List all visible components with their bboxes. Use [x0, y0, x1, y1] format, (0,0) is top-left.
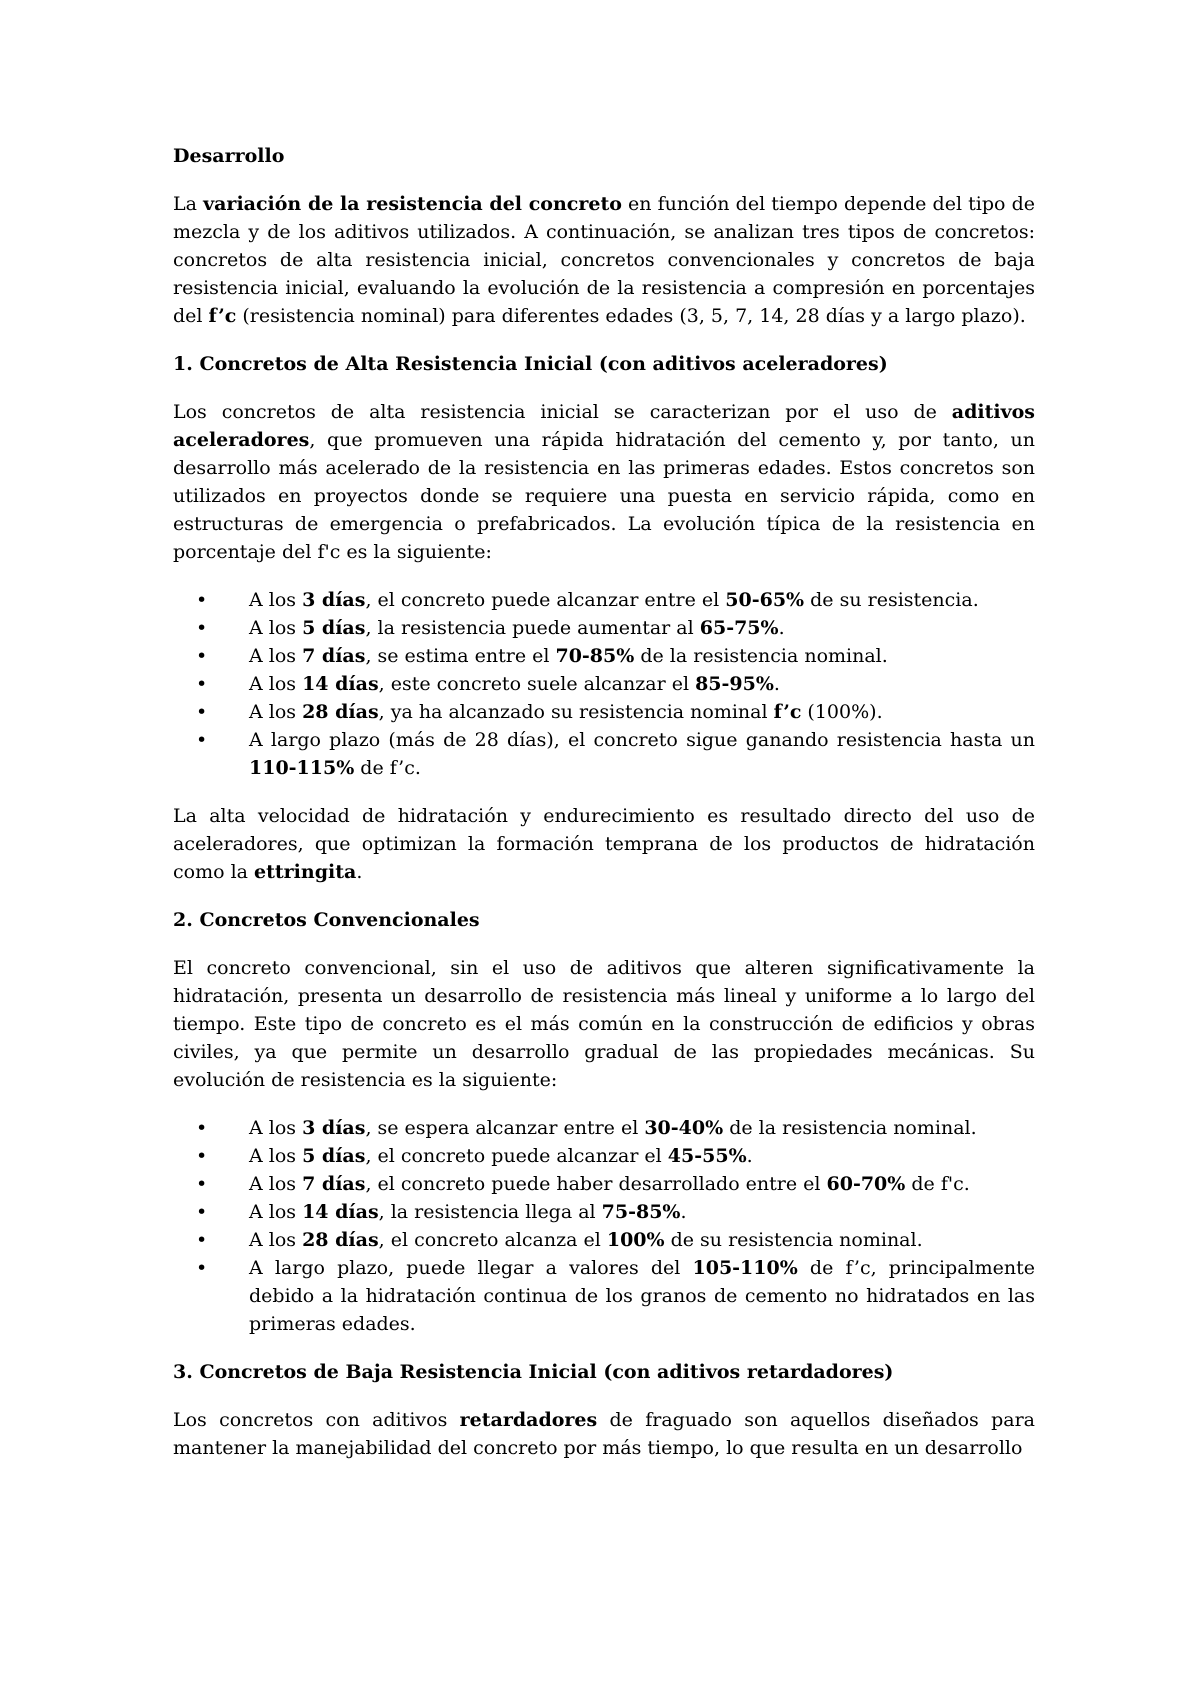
bullet-icon: • [196, 729, 208, 751]
body-text: , se estima entre el [365, 645, 556, 667]
body-text: (100%). [801, 701, 883, 723]
bullet-icon: • [196, 1201, 208, 1223]
list-item [173, 1198, 1035, 1226]
bullet-icon: • [196, 645, 208, 667]
bold-text: 65-75% [699, 617, 779, 639]
bold-text: 110-115% [249, 757, 355, 779]
body-text: A los [249, 1201, 303, 1223]
intro-text-3: (resistencia nominal) para diferentes edades (3, 5, 7, 14, 28 días y a largo plazo). [236, 305, 1026, 327]
section2-heading: 2. Concretos Convencionales [173, 909, 480, 931]
body-text: , la resistencia puede aumentar al [365, 617, 700, 639]
body-text: A los [249, 645, 303, 667]
s3-bold-1: retardadores [459, 1409, 598, 1431]
bold-text: 30-40% [644, 1117, 724, 1139]
bold-text: 28 días [302, 1229, 379, 1251]
bullet-icon: • [196, 1117, 208, 1139]
body-text: de la resistencia nominal. [634, 645, 888, 667]
list-item [173, 1170, 1035, 1198]
list-item [173, 1254, 1035, 1338]
bold-text: 105-110% [692, 1257, 798, 1279]
bold-text: 100% [606, 1229, 665, 1251]
body-text: , ya ha alcanzado su resistencia nominal [378, 701, 774, 723]
s3-text-2: de fraguado son aquellos diseñados para mantener la manejabilidad del concreto por más tiempo, lo que resulta en un desarrollo [173, 1409, 1035, 1459]
bold-text: 75-85% [601, 1201, 681, 1223]
body-text: A largo plazo (más de 28 días), el concreto sigue ganando resistencia hasta un [249, 729, 1035, 751]
bold-text: 28 días [302, 701, 379, 723]
bold-text: 60-70% [826, 1173, 906, 1195]
body-text: A los [249, 589, 303, 611]
body-text: de la resistencia nominal. [723, 1117, 977, 1139]
body-text: A los [249, 1145, 303, 1167]
list-item [173, 1142, 1035, 1170]
body-text: . [773, 673, 780, 695]
bullet-icon: • [196, 617, 208, 639]
body-text: , el concreto puede haber desarrollado entre el [365, 1173, 827, 1195]
document-body [173, 142, 1035, 1462]
body-text: de f’c, principalmente debido a la hidratación continua de los granos de cemento no hidratados en las primeras edades. [249, 1257, 1035, 1335]
body-text: , el concreto puede alcanzar entre el [365, 589, 726, 611]
list-item [173, 614, 1035, 642]
bold-text: 45-55% [667, 1145, 747, 1167]
intro-paragraph [173, 190, 1035, 330]
body-text: A los [249, 701, 303, 723]
body-text: . [746, 1145, 753, 1167]
body-text: A los [249, 673, 303, 695]
list-item [173, 642, 1035, 670]
bullet-icon: • [196, 673, 208, 695]
body-text: A largo plazo, puede llegar a valores del [249, 1257, 693, 1279]
bold-text: 14 días [302, 673, 379, 695]
list-item [173, 698, 1035, 726]
section1-closing-paragraph [173, 802, 1035, 886]
section3-heading: 3. Concretos de Baja Resistencia Inicial (con aditivos retardadores) [173, 1361, 894, 1383]
bold-text: 14 días [302, 1201, 379, 1223]
section2-paragraph: El concreto convencional, sin el uso de aditivos que alteren significativamente la hidratación, presenta un desarrollo de resistencia más lineal y uniforme a lo largo del tiempo. Este tipo de concreto es el más común en la construcción de edificios y obras civiles, ya que permite un desarrollo gradual de las propiedades mecánicas. Su evolución de resistencia es la siguiente: [173, 957, 1035, 1091]
s1-bold-1: aditivos aceleradores [173, 401, 1035, 451]
bold-text: 5 días [302, 1145, 366, 1167]
body-text: de f’c. [354, 757, 421, 779]
intro-bold-1: variación de la resistencia del concreto [203, 193, 622, 215]
body-text: , se espera alcanzar entre el [365, 1117, 645, 1139]
list-item [173, 670, 1035, 698]
body-text: A los [249, 1229, 303, 1251]
s1-closing-bold: ettringita [254, 861, 357, 883]
body-text: , el concreto puede alcanzar el [365, 1145, 668, 1167]
bullet-icon: • [196, 1145, 208, 1167]
s1-text-1: Los concretos de alta resistencia inicial se caracterizan por el uso de [173, 401, 952, 423]
list-item [173, 1114, 1035, 1142]
bullet-icon: • [196, 1257, 208, 1279]
body-text: de su resistencia nominal. [664, 1229, 923, 1251]
bold-text: 85-95% [695, 673, 774, 695]
list-item [173, 726, 1035, 782]
bullet-icon: • [196, 701, 208, 723]
page-title: Desarrollo [173, 145, 285, 167]
body-text: de f'c. [905, 1173, 970, 1195]
body-text: . [680, 1201, 687, 1223]
s1-closing-text-1: La alta velocidad de hidratación y endurecimiento es resultado directo del uso de aceleradores, que optimizan la formación temprana de los productos de hidratación como la [173, 805, 1035, 883]
list-item [173, 586, 1035, 614]
body-text: , el concreto alcanza el [378, 1229, 607, 1251]
body-text: . [778, 617, 785, 639]
bold-text: 7 días [302, 1173, 366, 1195]
s3-text-1: Los concretos con aditivos [173, 1409, 460, 1431]
body-text: A los [249, 1173, 303, 1195]
intro-text-2: en función del tiempo depende del tipo de mezcla y de los aditivos utilizados. A continuación, se analizan tres tipos de concretos: concretos de alta resistencia inicial, concretos convencionales y concretos de baja resistencia inicial, evaluando la evolución de la resistencia a compresión en porcentajes del [173, 193, 1036, 327]
body-text: A los [249, 1117, 303, 1139]
s1-closing-text-2: . [356, 861, 363, 883]
bullet-icon: • [196, 1229, 208, 1251]
bullet-icon: • [196, 589, 208, 611]
section1-paragraph [173, 398, 1035, 566]
bold-text: 3 días [302, 1117, 366, 1139]
section3-paragraph [173, 1406, 1035, 1462]
body-text: , la resistencia llega al [378, 1201, 602, 1223]
bold-text: 3 días [302, 589, 366, 611]
bold-text: 70-85% [555, 645, 635, 667]
section1-heading: 1. Concretos de Alta Resistencia Inicial (con aditivos aceleradores) [173, 353, 888, 375]
bold-text: 7 días [302, 645, 366, 667]
intro-text-1: La [173, 193, 204, 215]
body-text: , este concreto suele alcanzar el [378, 673, 696, 695]
bullet-icon: • [196, 1173, 208, 1195]
intro-bold-2: f’c [208, 305, 237, 327]
body-text: de su resistencia. [804, 589, 979, 611]
bold-text: 5 días [302, 617, 366, 639]
section1-bullet-list [173, 586, 1035, 782]
bold-text: f’c [773, 701, 802, 723]
body-text: A los [249, 617, 303, 639]
section2-bullet-list [173, 1114, 1035, 1338]
bold-text: 50-65% [725, 589, 805, 611]
s1-text-2: , que promueven una rápida hidratación del cemento y, por tanto, un desarrollo más acelerado de la resistencia en las primeras edades. Estos concretos son utilizados en proyectos donde se requiere una puesta en servicio rápida, como en estructuras de emergencia o prefabricados. La evolución típica de la resistencia en porcentaje del f'c es la siguiente: [173, 429, 1035, 563]
list-item [173, 1226, 1035, 1254]
